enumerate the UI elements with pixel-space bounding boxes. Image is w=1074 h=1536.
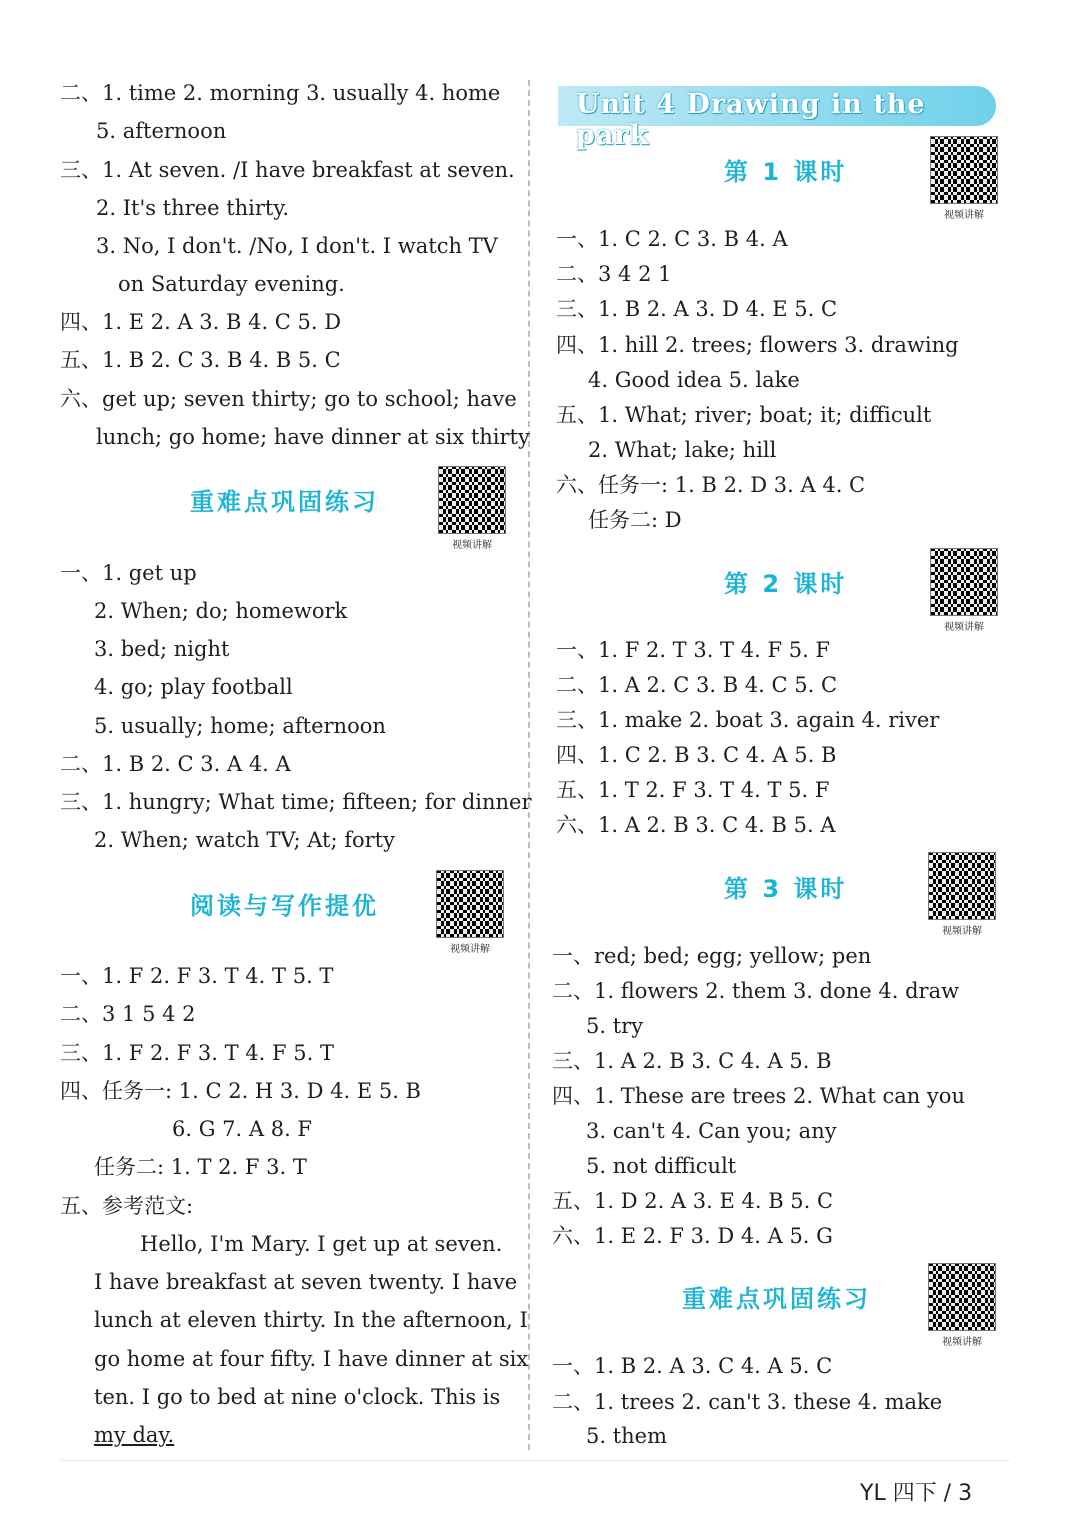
section-title: 重难点巩固练习 [682,1285,871,1313]
qr-caption: 视频讲解 [942,926,982,937]
essay-line: my day. [94,1423,175,1447]
answer-line: 4. go; play football [94,675,293,699]
answer-line: on Saturday evening. [118,272,345,296]
lesson-title: 第 1 课时 [724,158,848,186]
qr-caption: 视频讲解 [944,622,984,633]
section-title: 重难点巩固练习 [190,488,379,516]
qr-code-image [438,466,506,534]
answer-line: 三、1. B 2. A 3. D 4. E 5. C [556,297,838,321]
page-footer: YL 四下 / 3 [860,1481,973,1506]
answer-line: 五、1. D 2. A 3. E 4. B 5. C [552,1189,834,1213]
answer-line: 5. afternoon [96,119,227,143]
qr-caption: 视频讲解 [944,210,984,221]
lesson-title: 第 3 课时 [724,875,848,903]
answer-line: 六、get up; seven thirty; go to school; have [60,387,517,411]
answer-line: 四、1. C 2. B 3. C 4. A 5. B [556,743,837,767]
answer-line: 二、1. flowers 2. them 3. done 4. draw [552,979,960,1003]
answer-line: 二、3 4 2 1 [556,262,672,286]
answer-line: 6. G 7. A 8. F [172,1117,312,1141]
answer-line: 六、1. A 2. B 3. C 4. B 5. A [556,813,836,837]
essay-line: ten. I go to bed at nine o'clock. This is [94,1385,501,1409]
essay-line: go home at four fifty. I have dinner at six [94,1347,529,1371]
essay-line: Hello, I'm Mary. I get up at seven. [140,1232,503,1256]
answer-line: 二、3 1 5 4 2 [60,1002,196,1026]
essay-line: lunch at eleven thirty. In the afternoon, I [94,1308,528,1332]
answer-line: 五、参考范文: [60,1194,194,1218]
answer-line: 5. usually; home; afternoon [94,714,386,738]
lesson-title: 第 2 课时 [724,570,848,598]
bottom-rule [60,1460,1010,1461]
answer-line: 四、任务一: 1. C 2. H 3. D 4. E 5. B [60,1079,421,1103]
answer-line: 4. Good idea 5. lake [588,368,800,392]
answer-line: 四、1. E 2. A 3. B 4. C 5. D [60,310,342,334]
qr-code-image [930,136,998,204]
answer-line: 三、1. At seven. /I have breakfast at seven. [60,158,515,182]
answer-line: 一、1. get up [60,561,197,585]
answer-line: 五、1. What; river; boat; it; difficult [556,403,932,427]
answer-line: 四、1. These are trees 2. What can you [552,1084,965,1108]
answer-line: 2. What; lake; hill [588,438,777,462]
answer-line: 三、1. F 2. F 3. T 4. F 5. T [60,1041,334,1065]
answer-line: 2. When; do; homework [94,599,348,623]
answer-line: 二、1. A 2. C 3. B 4. C 5. C [556,673,838,697]
answer-line: 三、1. hungry; What time; fifteen; for dinner [60,790,532,814]
answer-line: 二、1. B 2. C 3. A 4. A [60,752,291,776]
answer-line: 五、1. T 2. F 3. T 4. T 5. F [556,778,830,802]
qr-code-image [930,548,998,616]
answer-line: 2. When; watch TV; At; forty [94,828,395,852]
answer-line: 三、1. A 2. B 3. C 4. A 5. B [552,1049,832,1073]
qr-code[interactable] [438,466,506,551]
unit-title: Unit 4 Drawing in the park [576,89,926,151]
qr-code[interactable] [928,1263,996,1348]
answer-line: 5. not difficult [586,1154,737,1178]
answer-line: 5. try [586,1014,644,1038]
answer-line: 5. them [586,1424,668,1448]
qr-caption: 视频讲解 [452,540,492,551]
answer-line: 任务二: 1. T 2. F 3. T [94,1155,307,1179]
essay-line: I have breakfast at seven twenty. I have [94,1270,518,1294]
qr-caption: 视频讲解 [450,944,490,955]
answer-line: 二、1. time 2. morning 3. usually 4. home [60,81,501,105]
qr-code[interactable] [930,136,998,221]
answer-line: 二、1. trees 2. can't 3. these 4. make [552,1390,943,1414]
section-title: 阅读与写作提优 [190,892,379,920]
answer-line: 一、1. B 2. A 3. C 4. A 5. C [552,1354,833,1378]
answer-line: 四、1. hill 2. trees; flowers 3. drawing [556,333,959,357]
answer-line: 五、1. B 2. C 3. B 4. B 5. C [60,348,341,372]
answer-line: 3. No, I don't. /No, I don't. I watch TV [96,234,498,258]
answer-line: 一、1. C 2. C 3. B 4. A [556,227,788,251]
qr-code-image [436,870,504,938]
answer-line: lunch; go home; have dinner at six thirty [96,425,530,449]
answer-line: 任务二: D [588,508,682,532]
qr-code-image [928,852,996,920]
answer-line: 一、1. F 2. F 3. T 4. T 5. T [60,964,334,988]
answer-line: 六、1. E 2. F 3. D 4. A 5. G [552,1224,833,1248]
answer-line: 2. It's three thirty. [96,196,290,220]
qr-code[interactable] [928,852,996,937]
answer-line: 3. can't 4. Can you; any [586,1119,837,1143]
qr-code-image [928,1263,996,1331]
qr-code[interactable] [930,548,998,633]
column-divider [528,80,530,1450]
answer-line: 三、1. make 2. boat 3. again 4. river [556,708,940,732]
answer-line: 一、red; bed; egg; yellow; pen [552,944,872,968]
answer-line: 3. bed; night [94,637,230,661]
unit-banner [558,86,996,151]
answer-line: 一、1. F 2. T 3. T 4. F 5. F [556,638,830,662]
qr-caption: 视频讲解 [942,1337,982,1348]
qr-code[interactable] [436,870,504,955]
answer-line: 六、任务一: 1. B 2. D 3. A 4. C [556,473,866,497]
